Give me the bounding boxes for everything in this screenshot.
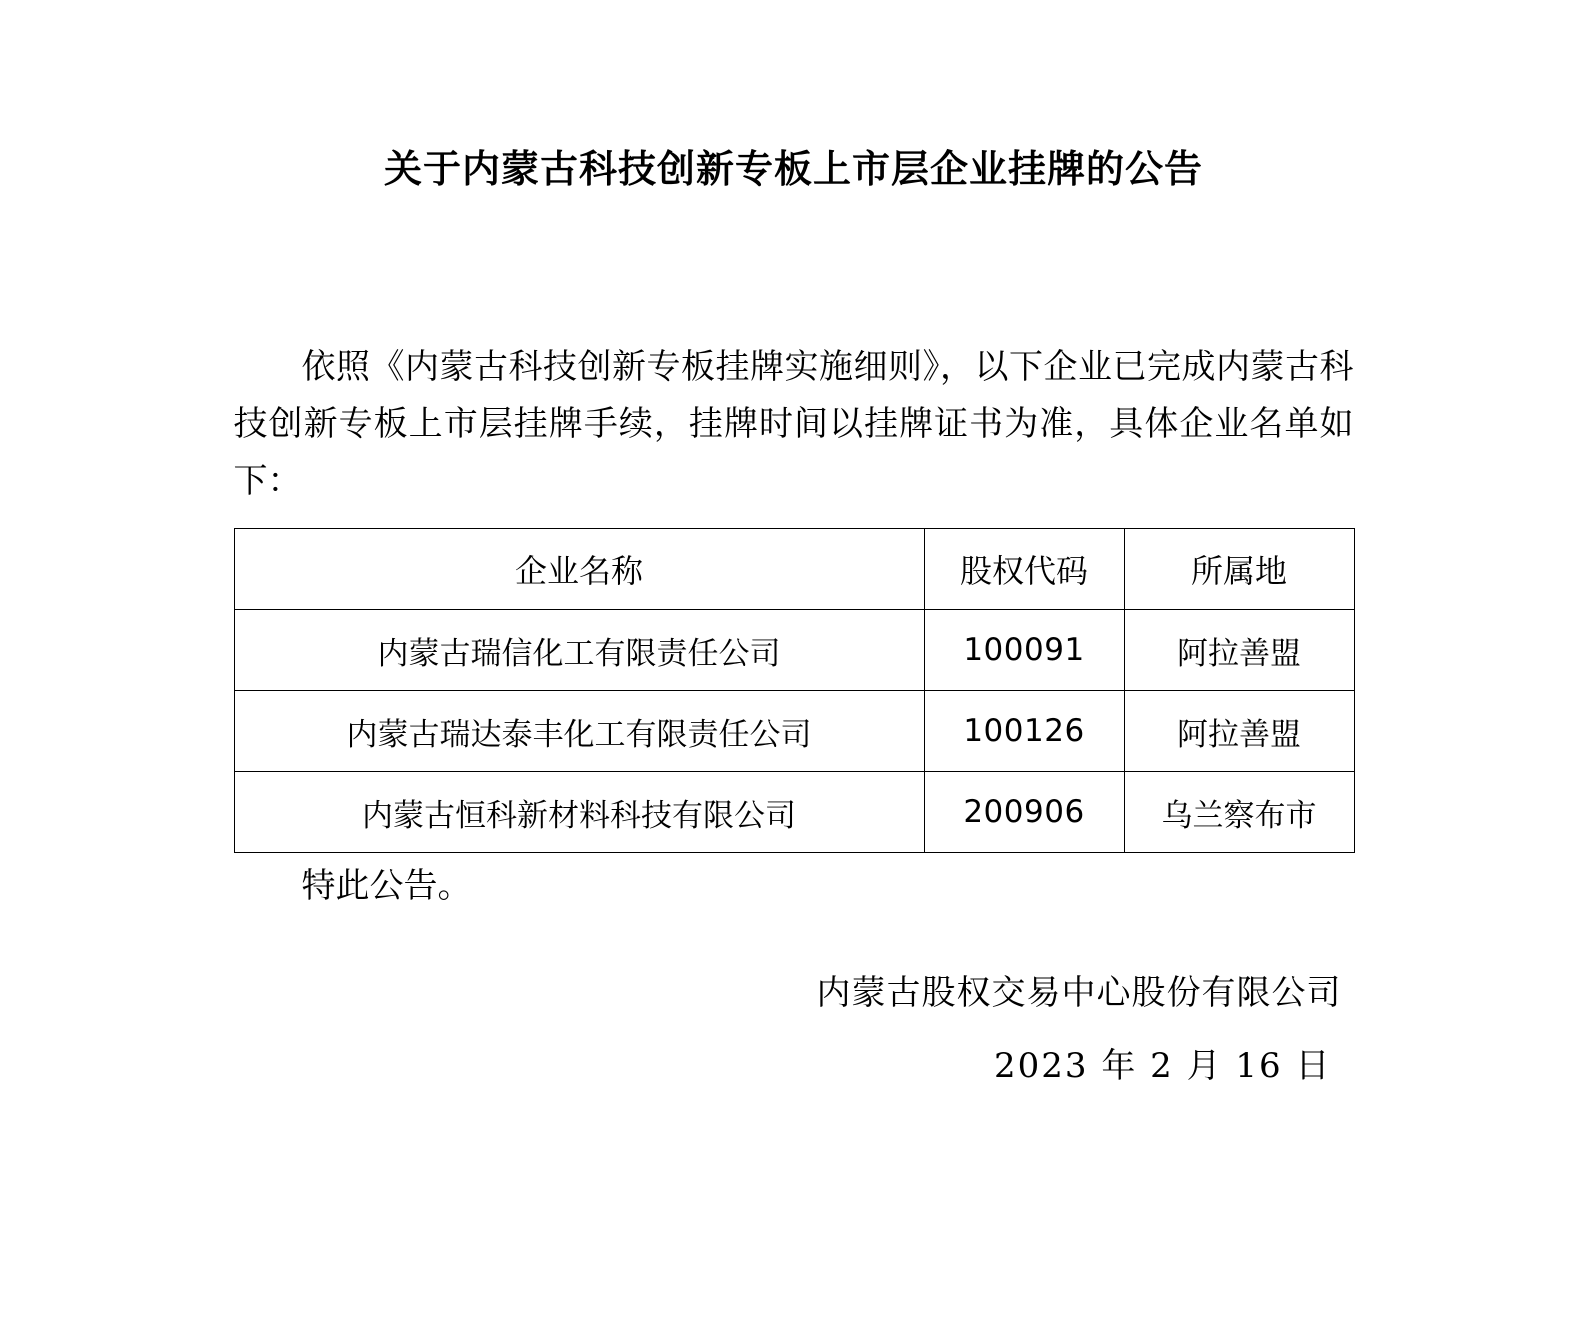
company-table [234,528,1355,853]
document-body [234,193,1354,1087]
closing-paragraph: 特此公告。 [301,866,472,907]
cell-equity-code: 100126 [924,691,1124,772]
company-table-wrapper [234,528,1354,853]
signature-date: 2023 年 2 月 16 日 [994,1046,1332,1087]
intro-paragraph: 依照《内蒙古科技创新专板挂牌实施细则》，以下企业已完成内蒙古科技创新专板上市层挂牌手续，挂牌时间以挂牌证书为准，具体企业名单如下： [233,347,1354,502]
cell-region: 阿拉善盟 [1124,691,1354,772]
table-header-row [234,529,1354,610]
page-title: 关于内蒙古科技创新专板上市层企业挂牌的公告 [383,147,1203,191]
cell-company-name: 内蒙古瑞信化工有限责任公司 [234,610,924,691]
cell-region: 阿拉善盟 [1124,610,1354,691]
signature-company: 内蒙古股权交易中心股份有限公司 [816,972,1342,1013]
column-header-equity-code: 股权代码 [924,529,1124,610]
cell-region: 乌兰察布市 [1124,772,1354,853]
table-row [234,610,1354,691]
signature-block [234,966,1354,1087]
cell-company-name: 内蒙古瑞达泰丰化工有限责任公司 [234,691,924,772]
column-header-region: 所属地 [1124,529,1354,610]
table-row [234,772,1354,853]
cell-equity-code: 200906 [924,772,1124,853]
column-header-company-name: 企业名称 [234,529,924,610]
cell-company-name: 内蒙古恒科新材料科技有限公司 [234,772,924,853]
table-row [234,691,1354,772]
cell-equity-code: 100091 [924,610,1124,691]
